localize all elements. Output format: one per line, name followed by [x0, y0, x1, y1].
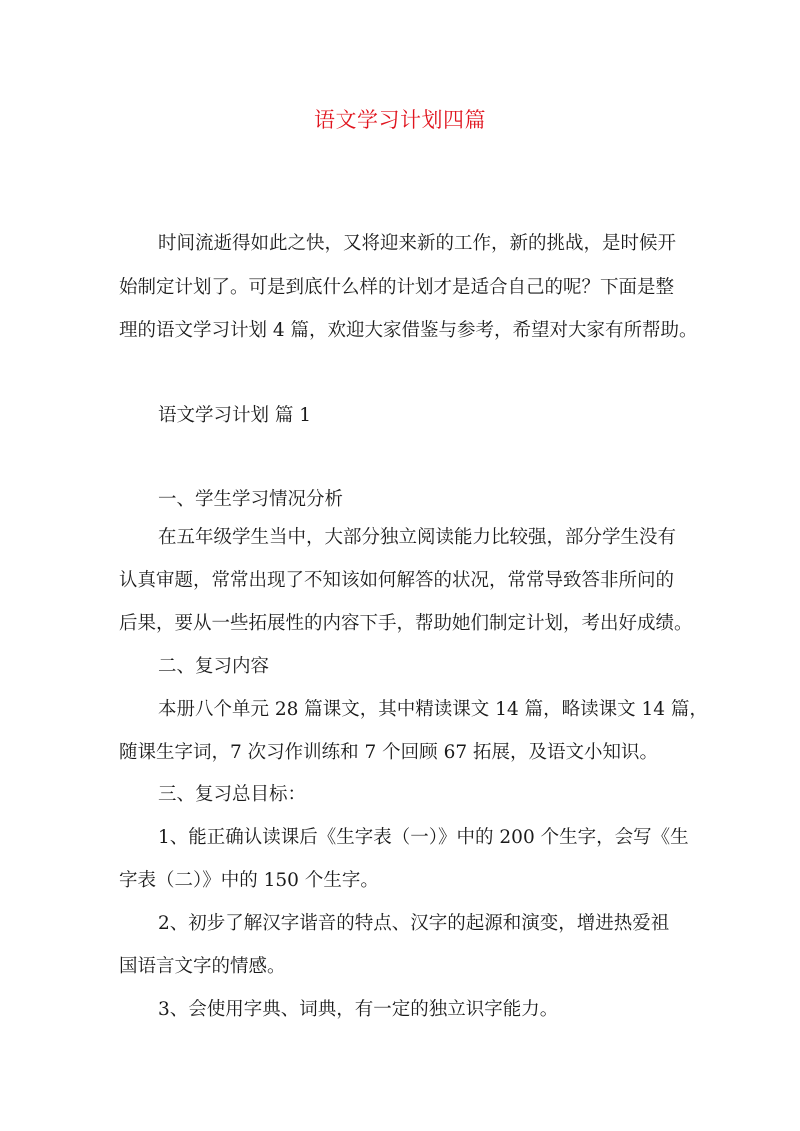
paragraph-line: 理的语文学习计划 4 篇，欢迎大家借鉴与参考，希望对大家有所帮助。 — [119, 320, 698, 341]
paragraph-line: 3、会使用字典、词典，有一定的独立识字能力。 — [158, 999, 559, 1020]
paragraph-line: 字表（二）》中的 150 个生字。 — [119, 870, 379, 891]
paragraph-line: 始制定计划了。可是到底什么样的计划才是适合自己的呢？下面是整 — [119, 277, 675, 298]
paragraph-line: 在五年级学生当中，大部分独立阅读能力比较强，部分学生没有 — [158, 527, 677, 548]
subheading: 二、复习内容 — [158, 656, 270, 677]
subheading: 三、复习总目标： — [158, 784, 307, 805]
subheading: 一、学生学习情况分析 — [158, 489, 344, 510]
paragraph-line: 本册八个单元 28 篇课文，其中精读课文 14 篇，略读课文 14 篇， — [158, 699, 708, 720]
section-heading: 语文学习计划 篇 1 — [158, 405, 312, 426]
paragraph-line: 时间流逝得如此之快，又将迎来新的工作，新的挑战，是时候开 — [158, 233, 677, 254]
paragraph-line: 1、能正确认读课后《生字表（一）》中的 200 个生字，会写《生 — [158, 827, 689, 848]
paragraph-line: 随课生字词，7 次习作训练和 7 个回顾 67 拓展，及语文小知识。 — [119, 742, 658, 763]
document-title: 语文学习计划四篇 — [314, 108, 486, 132]
paragraph-line: 后果，要从一些拓展性的内容下手，帮助她们制定计划，考出好成绩。 — [119, 613, 693, 634]
paragraph-line: 国语言文字的情感。 — [119, 956, 286, 977]
paragraph-line: 2、初步了解汉字谐音的特点、汉字的起源和演变，增进热爱祖 — [158, 913, 670, 934]
paragraph-line: 认真审题，常常出现了不知该如何解答的状况，常常导致答非所问的 — [119, 570, 675, 591]
